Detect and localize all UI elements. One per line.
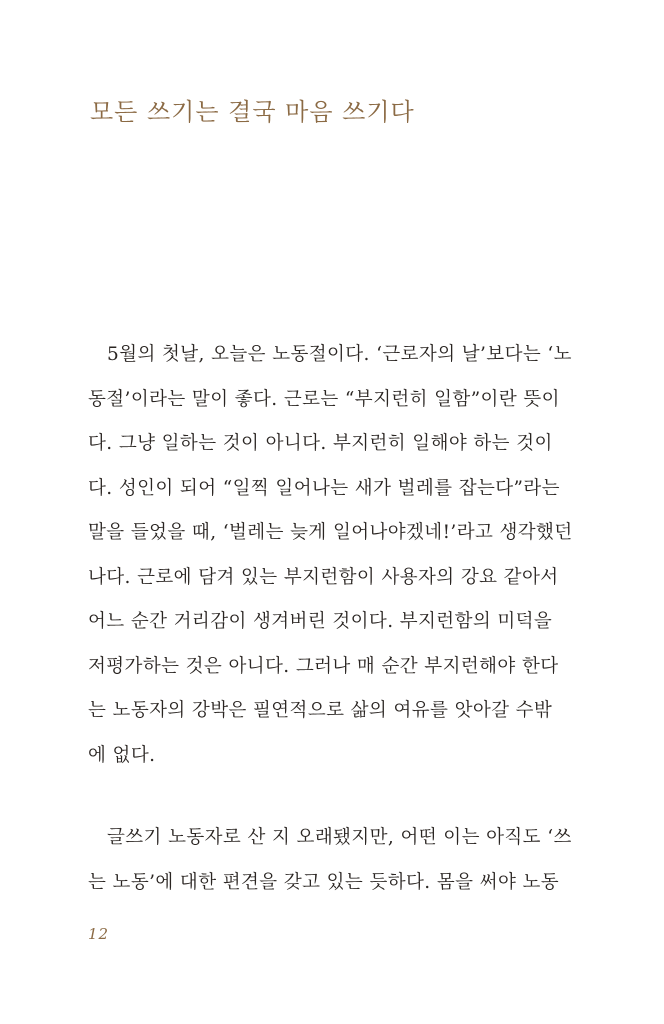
text-line: 동절’이라는 말이 좋다. 근로는 “부지런히 일함”이란 뜻이 — [88, 388, 560, 410]
text-line: 는 노동’에 대한 편견을 갖고 있는 듯하다. 몸을 써야 노동 — [88, 871, 560, 893]
text-line: 나다. 근로에 담겨 있는 부지런함이 사용자의 강요 같아서 — [88, 566, 559, 588]
text-line: 다. 성인이 되어 “일찍 일어나는 새가 벌레를 잡는다”라는 — [88, 477, 560, 499]
paragraph-2 — [88, 816, 572, 905]
text-line: 저평가하는 것은 아니다. 그러나 매 순간 부지런해야 한다 — [88, 655, 559, 677]
chapter-title: 모든 쓰기는 결국 마음 쓰기다 — [90, 98, 415, 126]
text-line: 5월의 첫날, 오늘은 노동절이다. ‘근로자의 날’보다는 ‘노 — [107, 344, 572, 365]
text-line: 말을 들었을 때, ‘벌레는 늦게 일어나야겠네!’라고 생각했던 — [88, 522, 573, 543]
text-line: 에 없다. — [88, 744, 156, 766]
text-line: 는 노동자의 강박은 필연적으로 삶의 여유를 앗아갈 수밖 — [88, 700, 553, 721]
text-line: 다. 그냥 일하는 것이 아니다. 부지런히 일해야 하는 것이 — [88, 433, 553, 454]
body-text — [88, 333, 573, 905]
text-line: 글쓰기 노동자로 산 지 오래됐지만, 어떤 이는 아직도 ‘쓰 — [107, 827, 572, 848]
page-number: 12 — [88, 925, 110, 943]
paragraph-1 — [88, 333, 573, 778]
text-line: 어느 순간 거리감이 생겨버린 것이다. 부지런함의 미덕을 — [88, 611, 553, 632]
paragraph-spacer — [88, 778, 558, 816]
